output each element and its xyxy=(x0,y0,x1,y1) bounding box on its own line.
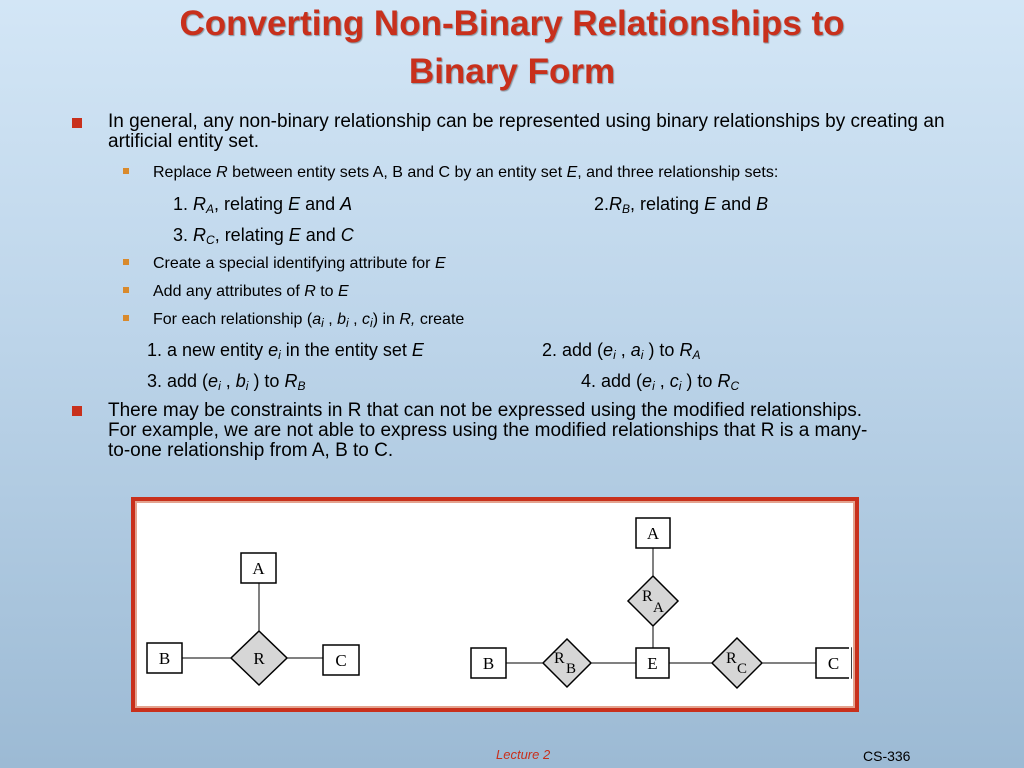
relationship-rc-label: R xyxy=(726,650,737,667)
step-1: 1. a new entity $e_i$ in the entity set E xyxy=(147,340,424,362)
relationship-ra-sub: A xyxy=(653,600,664,616)
bullet-square-icon xyxy=(72,406,82,416)
slide-title-line1: Converting Non-Binary Relationships to xyxy=(179,4,845,43)
step-4: 4. add ($e_i$ , $c_i$ ) to $R_C$ xyxy=(581,371,740,393)
entity-c-label: C xyxy=(335,651,347,670)
bullet-1-text: In general, any non-binary relationship can be represented using binary relationships by creating an artificial entity set. xyxy=(108,111,945,152)
item-1: 1. $R_A$, relating E and A xyxy=(173,194,353,216)
er-diagram-canvas xyxy=(135,501,855,708)
sub-bullet-attributes: Add any attributes of R to E xyxy=(153,283,349,300)
footer-course: CS-336 xyxy=(863,748,911,764)
relationship-rb-label: R xyxy=(554,650,565,667)
step-3: 3. add ($e_i$ , $b_i$ ) to $R_B$ xyxy=(147,371,306,393)
slide-title xyxy=(0,0,1024,96)
sub-bullet-icon xyxy=(123,168,129,174)
sub-bullet-icon xyxy=(123,287,129,293)
sub-bullet-for-each: For each relationship ($a_i$ , $b_i$ , $c_i$) in R, create xyxy=(153,311,465,330)
relationship-ra-label: R xyxy=(642,588,653,605)
item-2: $2.R_B$, relating E and B xyxy=(594,194,769,216)
relationship-r-label: R xyxy=(253,649,265,668)
item-3: 3. $R_C$, relating E and C xyxy=(173,225,354,247)
entity-a-label: A xyxy=(252,559,265,578)
sub-bullet-icon xyxy=(123,259,129,265)
sub-bullet-icon xyxy=(123,315,129,321)
slide-title-line2: Binary Form xyxy=(408,52,616,91)
er-diagram xyxy=(137,503,853,706)
entity-b-label: B xyxy=(158,649,171,668)
sub-bullet-identifying: Create a special identifying attribute for E xyxy=(153,255,446,272)
relationship-rb-sub: B xyxy=(566,661,577,677)
entity-e-label: E xyxy=(647,654,658,673)
er-diagram-frame xyxy=(131,497,859,712)
bullet-square-icon xyxy=(72,118,82,128)
bullet-2-text: There may be constraints in R that can not be expressed using the modified relationships. For example, we are not able to express using the modified relationships that R is a many-to-one relationship from A, B to C. xyxy=(108,400,868,461)
relationship-rc-sub: C xyxy=(737,661,748,677)
entity-b-binary-label: B xyxy=(482,654,495,673)
sub-bullet-replace: Replace R between entity sets A, B and C by an entity set E, and three relationship sets: xyxy=(153,164,779,181)
entity-c-binary-label: C xyxy=(827,654,840,673)
entity-a-binary-label: A xyxy=(646,524,660,543)
step-2: 2. add ($e_i$ , $a_i$ ) to $R_A$ xyxy=(542,340,701,362)
footer-lecture: Lecture 2 xyxy=(496,747,551,762)
